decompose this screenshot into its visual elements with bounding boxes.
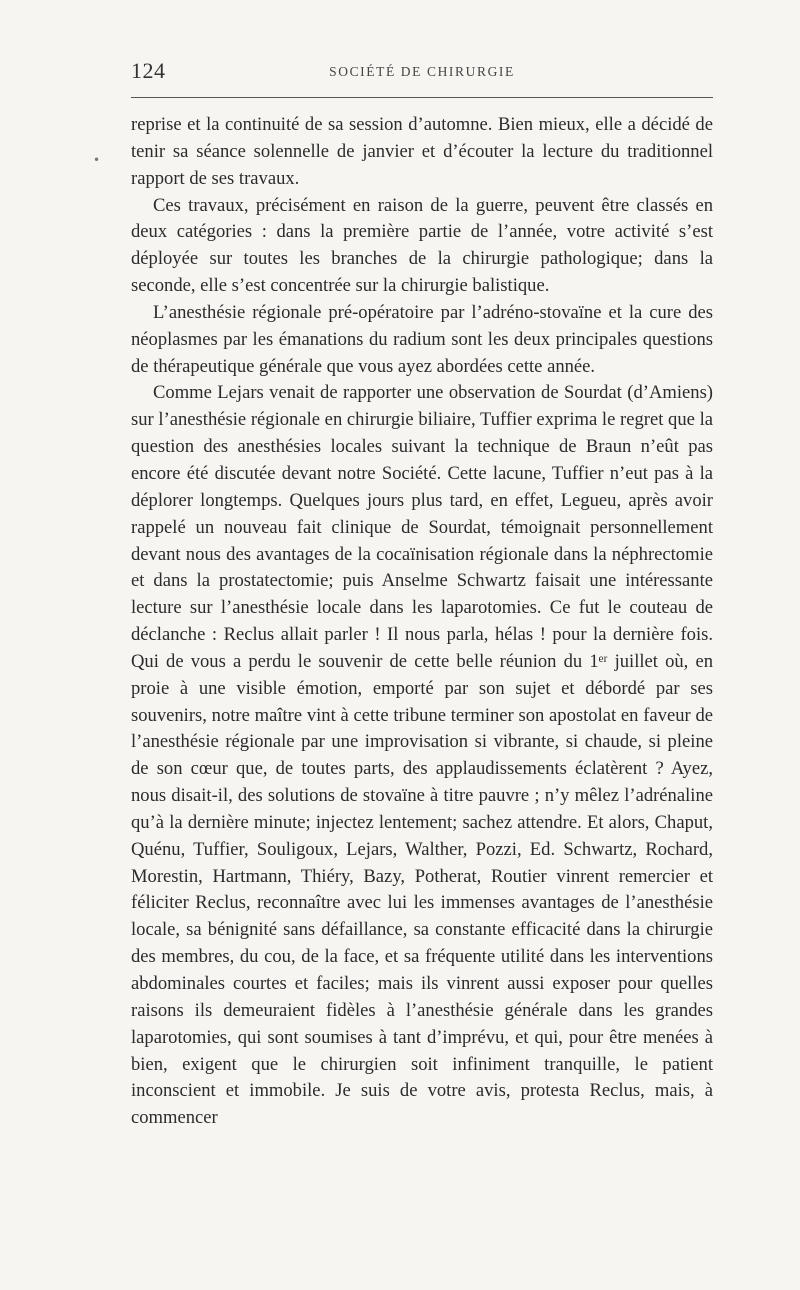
running-header xyxy=(131,58,713,84)
body-text xyxy=(131,112,713,1132)
paragraph: Comme Lejars venait de rapporter une observation de Sourdat (d’Amiens) sur l’anesthésie régionale en chirurgie biliaire, Tuffier exprima le regret que la question des anesthésies locales suivant la technique de Braun n’eût pas encore été discutée devant notre Société. Cette lacune, Tuffier n’eut pas à la déplorer longtemps. Quelques jours plus tard, en effet, Legueu, après avoir rappelé un nouveau fait clinique de Sourdat, témoignait personnellement devant nous des avantages de la cocaïnisation régionale dans la néphrectomie et dans la prostatectomie; puis Anselme Schwartz faisait une intéressante lecture sur l’anesthésie locale dans les laparotomies. Ce fut le couteau de déclanche : Reclus allait parler ! Il nous parla, hélas ! pour la dernière fois. Qui de vous a perdu le souvenir de cette belle réunion du 1ᵉʳ juillet où, en proie à une visible émotion, emporté par son sujet et débordé par ses souvenirs, notre maître vint à cette tribune terminer son apostolat en faveur de l’anesthésie régionale par une improvisation si vibrante, si chaude, si pleine de son cœur que, de toutes parts, des applaudissements éclatèrent ? Ayez, nous disait-il, des solutions de stovaïne à titre pauvre ; n’y mêlez l’adrénaline qu’à la dernière minute; injectez lentement; sachez attendre. Et alors, Chaput, Quénu, Tuffier, Souligoux, Lejars, Walther, Pozzi, Ed. Schwartz, Rochard, Morestin, Hartmann, Thiéry, Bazy, Potherat, Routier vinrent remercier et féliciter Reclus, reconnaître avec lui les immenses avantages de l’anesthésie locale, sa bénignité sans défaillance, sa constante efficacité dans la chirurgie des membres, du cou, de la face, et sa fréquente utilité dans les interventions abdominales courtes et faciles; mais ils vinrent aussi exposer pour quelles raisons ils demeuraient fidèles à l’anesthésie générale dans les grandes laparotomies, qui sont soumises à tant d’imprévu, et qui, pour être menées à bien, exigent que le chirurgien soit infiniment tranquille, le patient inconscient et immobile. Je suis de votre avis, protesta Reclus, mais, à commencer xyxy=(131,382,713,1129)
stray-ink-mark: • xyxy=(93,153,101,167)
header-rule xyxy=(131,97,713,98)
running-title: SOCIÉTÉ DE CHIRURGIE xyxy=(329,64,515,79)
paragraph: Ces travaux, précisément en raison de la guerre, peuvent être classés en deux catégories : dans la première partie de l’année, votre activité s’est déployée sur toutes les branches de la chirurgie pathologique; dans la seconde, elle s’est concentrée sur la chirurgie balistique. xyxy=(131,194,713,297)
paragraph-continuation: reprise et la continuité de sa session d’automne. Bien mieux, elle a décidé de tenir sa séance solennelle de janvier et d’écouter la lecture du traditionnel rapport de ses travaux. xyxy=(131,114,713,189)
paragraph: L’anesthésie régionale pré-opératoire par l’adréno-stovaïne et la cure des néoplasmes par les émanations du radium sont les deux principales questions de thérapeutique générale que vous ayez abordées cette année. xyxy=(131,301,713,377)
page-number: 124 xyxy=(131,58,166,83)
